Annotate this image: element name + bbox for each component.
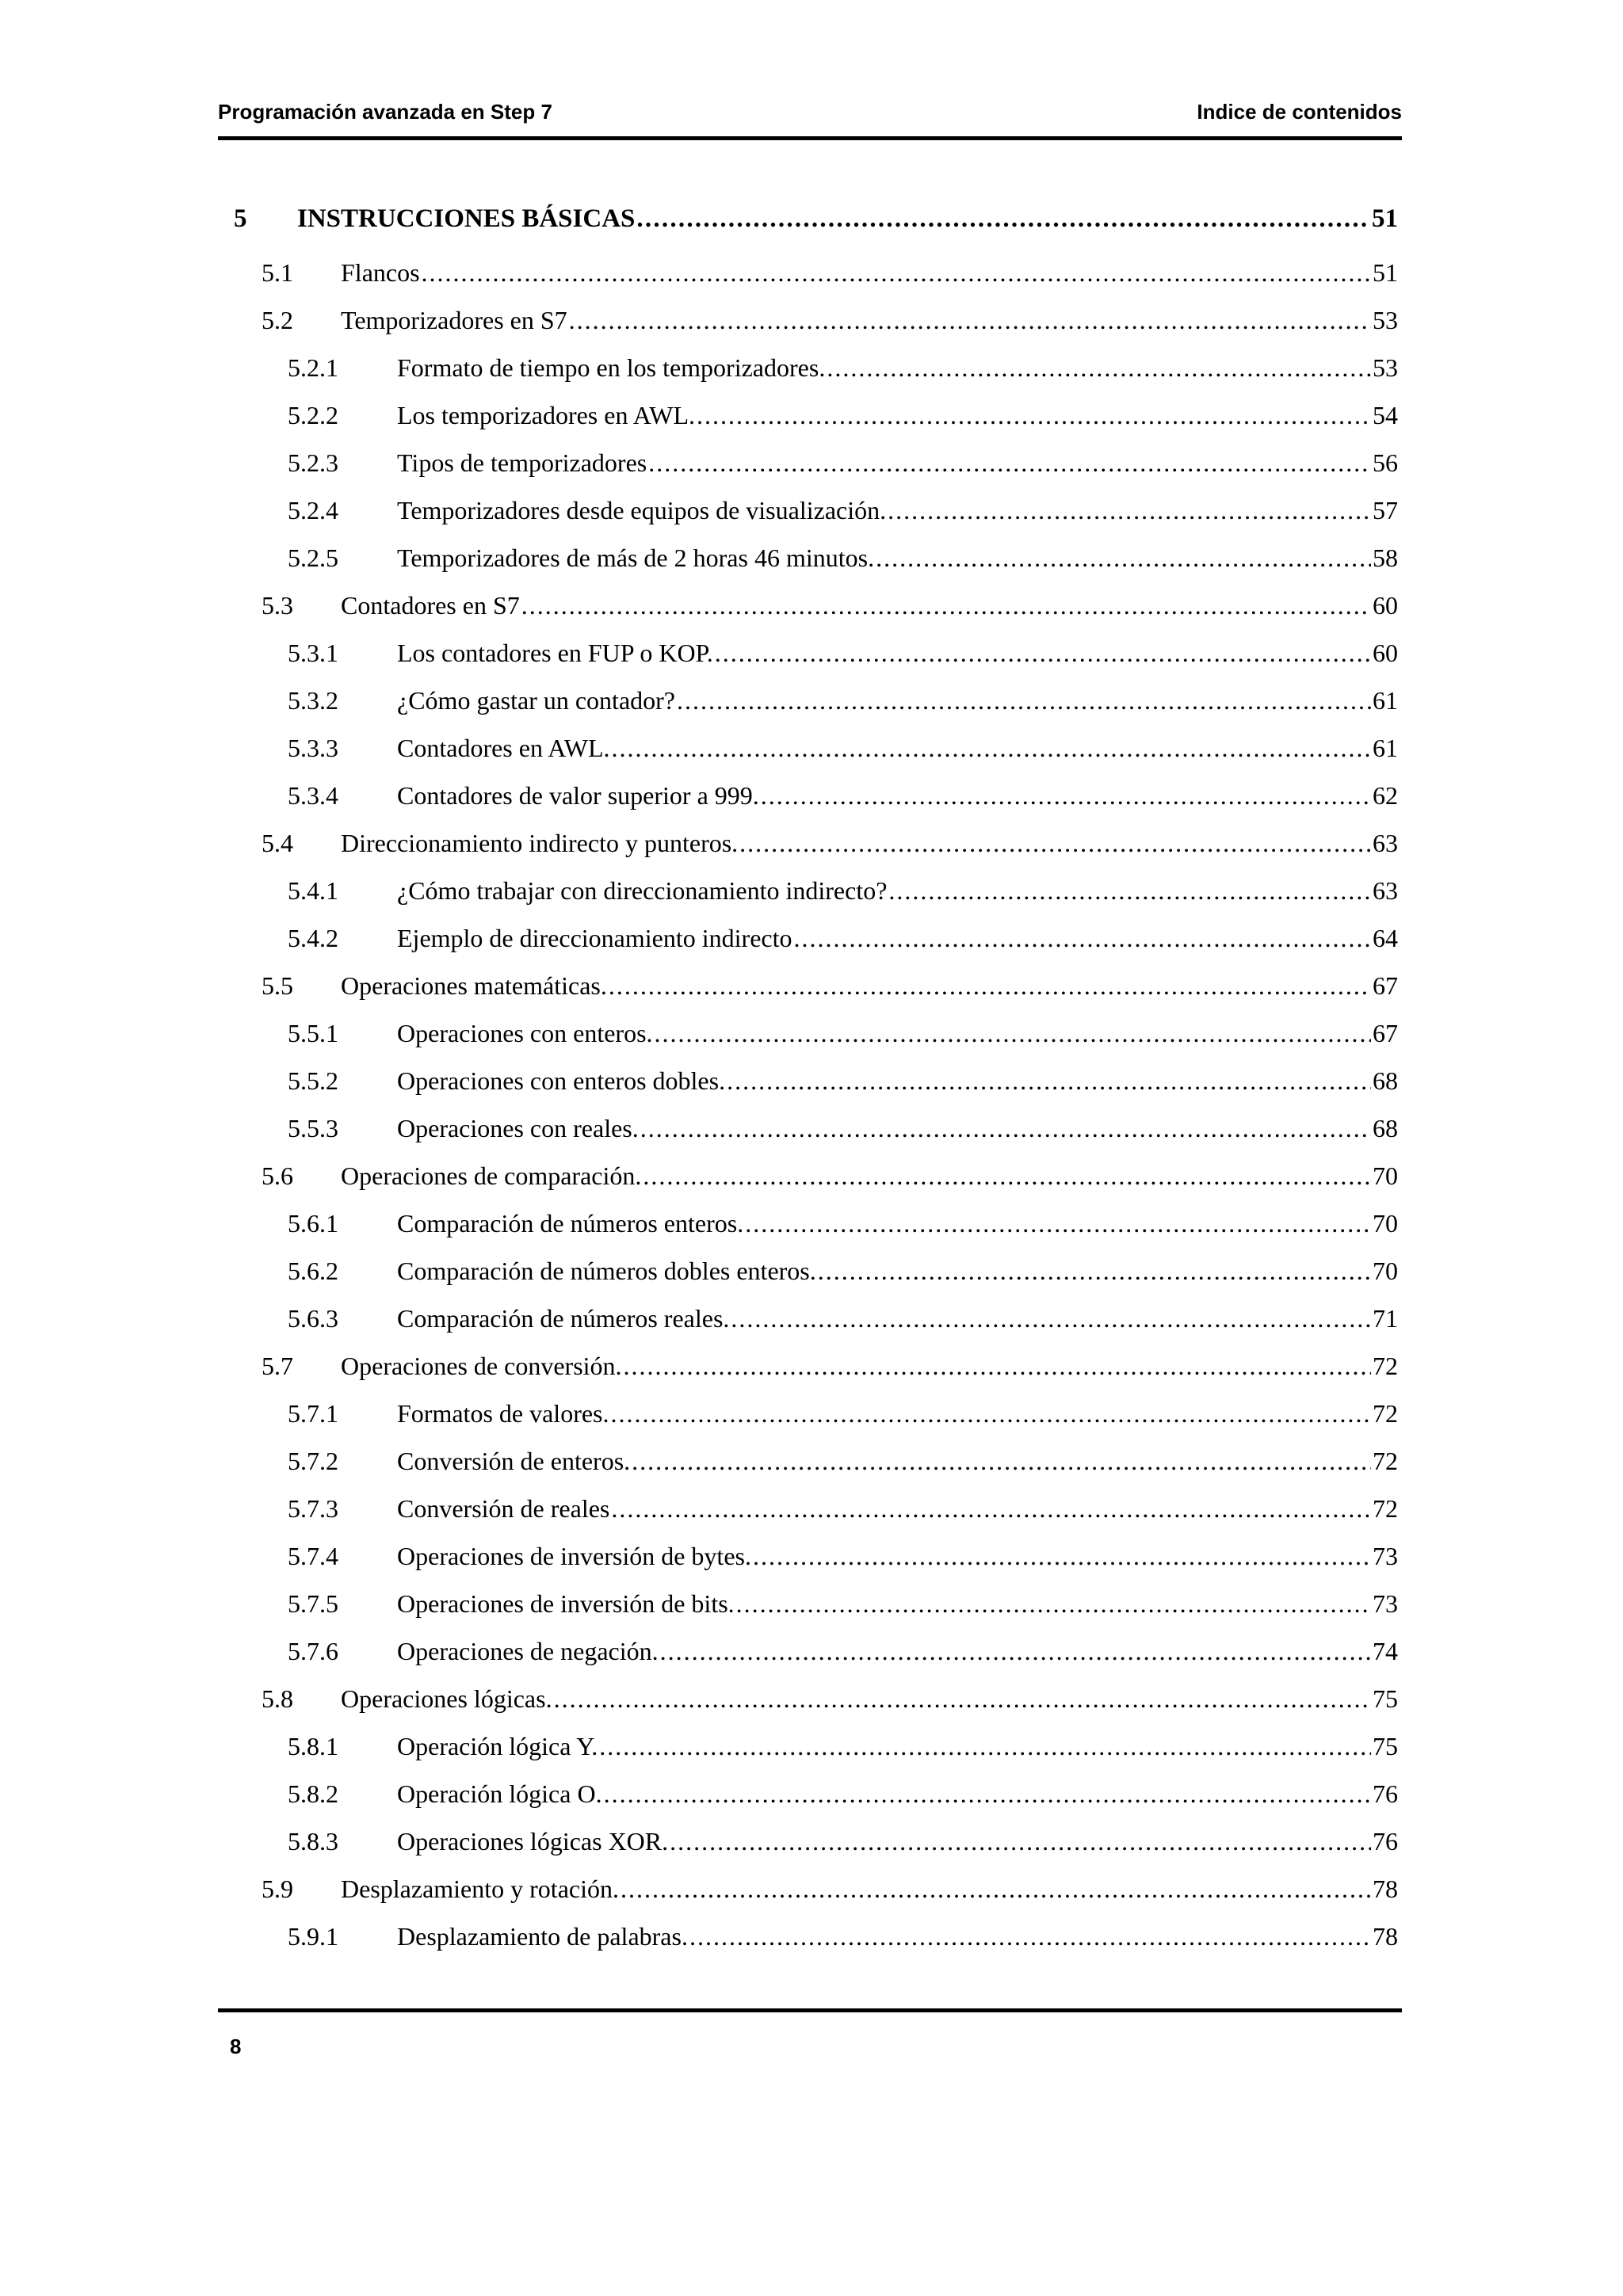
toc-entry-title: Flancos [341, 258, 420, 287]
toc-entry-number: 5.2.2 [288, 401, 338, 429]
toc-entry-number: 5.9 [262, 1875, 293, 1903]
toc-entry-page: 64 [1373, 924, 1398, 952]
toc-entry-title: Los temporizadores en AWL. [397, 401, 695, 429]
toc-entry-number: 5 [234, 204, 247, 233]
toc-entry-page: 78 [1373, 1875, 1398, 1903]
toc-entry-page: 58 [1373, 543, 1398, 572]
toc-entry-page: 73 [1373, 1589, 1398, 1618]
toc-entry-number: 5.1 [262, 258, 293, 287]
toc-dot-leader [689, 1913, 1371, 1960]
toc-entry-number: 5.7.3 [288, 1494, 338, 1523]
toc-dot-leader [888, 486, 1371, 534]
toc-entry-title: Formato de tiempo en los temporizadores. [397, 353, 826, 382]
toc-entry[interactable] [230, 1532, 1398, 1580]
toc-entry[interactable] [230, 582, 1398, 629]
toc-entry-number: 5.7.5 [288, 1589, 338, 1618]
toc-entry-title: ¿Cómo gastar un contador? [397, 686, 675, 715]
page-number: 8 [230, 2035, 242, 2058]
toc-entry-title: Operaciones de negación. [397, 1637, 659, 1665]
toc-dot-leader [731, 1295, 1371, 1342]
toc-entry-page: 60 [1373, 591, 1398, 620]
toc-entry-page: 74 [1373, 1637, 1398, 1665]
toc-dot-leader [611, 1390, 1372, 1437]
toc-entry-title: Operaciones lógicas XOR. [397, 1827, 669, 1855]
toc-entry-page: 68 [1373, 1066, 1398, 1095]
toc-entry-number: 5.3.1 [288, 639, 338, 667]
toc-entry[interactable] [230, 677, 1398, 724]
toc-entry[interactable] [230, 1770, 1398, 1817]
toc-entry[interactable] [230, 962, 1398, 1009]
toc-entry[interactable] [230, 867, 1398, 914]
toc-entry[interactable] [230, 1009, 1398, 1057]
toc-entry-title: Operaciones con reales. [397, 1114, 639, 1142]
toc-dot-leader [655, 1009, 1371, 1057]
toc-entry-number: 5.7.4 [288, 1542, 338, 1570]
toc-dot-leader [648, 439, 1371, 486]
toc-entry-page: 57 [1373, 496, 1398, 524]
toc-dot-leader [827, 344, 1371, 391]
toc-entry[interactable] [230, 1247, 1398, 1295]
toc-entry-title: Contadores en S7 [341, 591, 520, 620]
toc-entry-title: Los contadores en FUP o KOP. [397, 639, 713, 667]
toc-entry[interactable] [230, 914, 1398, 962]
toc-entry-page: 70 [1373, 1209, 1398, 1238]
toc-entry-page: 73 [1373, 1542, 1398, 1570]
toc-entry[interactable] [230, 1580, 1398, 1627]
toc-dot-leader [636, 189, 1370, 249]
toc-entry-title: Comparación de números reales. [397, 1304, 730, 1333]
toc-dot-leader [670, 1817, 1371, 1865]
toc-entry-title: Conversión de enteros. [397, 1447, 631, 1475]
toc-entry-title: Tipos de temporizadores [397, 448, 647, 477]
toc-entry[interactable] [230, 486, 1398, 534]
toc-entry-page: 63 [1373, 829, 1398, 857]
table-of-contents [230, 189, 1398, 1960]
toc-dot-leader [599, 1722, 1371, 1770]
toc-entry[interactable] [230, 772, 1398, 819]
toc-entry-page: 76 [1373, 1779, 1398, 1808]
toc-entry-page: 61 [1373, 686, 1398, 715]
toc-entry-page: 53 [1373, 353, 1398, 382]
toc-dot-leader [621, 1865, 1371, 1913]
toc-entry-title: Contadores de valor superior a 999. [397, 781, 759, 810]
toc-entry-number: 5.5.3 [288, 1114, 338, 1142]
toc-dot-leader [818, 1247, 1371, 1295]
toc-entry[interactable] [230, 439, 1398, 486]
toc-entry-title: Temporizadores desde equipos de visualización. [397, 496, 887, 524]
toc-entry-title: Comparación de números enteros. [397, 1209, 744, 1238]
toc-entry[interactable] [230, 1437, 1398, 1485]
toc-entry-number: 5.2 [262, 306, 293, 334]
toc-dot-leader [736, 1580, 1371, 1627]
toc-entry[interactable] [230, 1057, 1398, 1104]
toc-entry-title: Operaciones de inversión de bits. [397, 1589, 735, 1618]
page-footer [230, 2035, 241, 2059]
toc-entry-title: Desplazamiento y rotación. [341, 1875, 619, 1903]
footer-rule [218, 2008, 1402, 2012]
toc-entry-number: 5.2.1 [288, 353, 338, 382]
toc-entry-number: 5.8.1 [288, 1732, 338, 1760]
toc-entry-number: 5.5.1 [288, 1019, 338, 1047]
toc-dot-leader [727, 1057, 1371, 1104]
toc-entry-number: 5.6 [262, 1161, 293, 1190]
toc-entry[interactable] [230, 1295, 1398, 1342]
toc-dot-leader [876, 534, 1371, 582]
toc-entry[interactable] [230, 1913, 1398, 1960]
toc-entry-number: 5.7.1 [288, 1399, 338, 1428]
toc-entry-page: 51 [1372, 204, 1398, 233]
toc-entry-page: 76 [1373, 1827, 1398, 1855]
toc-dot-leader [521, 582, 1371, 629]
toc-entry-title: ¿Cómo trabajar con direccionamiento indirecto? [397, 876, 888, 905]
toc-entry[interactable] [230, 296, 1398, 344]
toc-entry[interactable] [230, 534, 1398, 582]
toc-entry-number: 5.6.2 [288, 1257, 338, 1285]
toc-entry-title: Comparación de números dobles enteros. [397, 1257, 816, 1285]
toc-entry[interactable] [230, 1627, 1398, 1675]
toc-entry-page: 63 [1373, 876, 1398, 905]
toc-dot-leader [793, 914, 1371, 962]
toc-dot-leader [745, 1199, 1371, 1247]
page-header [218, 100, 1402, 124]
toc-entry-number: 5.5.2 [288, 1066, 338, 1095]
toc-entry[interactable] [230, 1152, 1398, 1199]
section-title: Indice de contenidos [1197, 100, 1402, 124]
toc-entry[interactable] [230, 1390, 1398, 1437]
toc-entry[interactable] [230, 1817, 1398, 1865]
toc-entry-number: 5.8 [262, 1684, 293, 1713]
toc-entry-number: 5.3.2 [288, 686, 338, 715]
toc-entry-page: 60 [1373, 639, 1398, 667]
toc-entry-title: Desplazamiento de palabras. [397, 1922, 688, 1951]
toc-entry[interactable] [230, 629, 1398, 677]
toc-dot-leader [624, 1342, 1371, 1390]
toc-entry-page: 53 [1373, 306, 1398, 334]
toc-dot-leader [677, 677, 1371, 724]
toc-entry[interactable] [230, 724, 1398, 772]
toc-entry-number: 5.9.1 [288, 1922, 338, 1951]
toc-entry-page: 72 [1373, 1447, 1398, 1475]
toc-dot-leader [609, 962, 1371, 1009]
toc-entry-page: 70 [1373, 1257, 1398, 1285]
toc-entry-number: 5.5 [262, 971, 293, 1000]
document-title: Programación avanzada en Step 7 [218, 100, 552, 124]
toc-entry-page: 75 [1373, 1684, 1398, 1713]
toc-entry-page: 72 [1373, 1352, 1398, 1380]
toc-entry[interactable] [230, 1865, 1398, 1913]
toc-dot-leader [753, 1532, 1371, 1580]
toc-entry-number: 5.3.4 [288, 781, 338, 810]
toc-entry-title: Formatos de valores. [397, 1399, 609, 1428]
toc-entry-page: 56 [1373, 448, 1398, 477]
toc-dot-leader [569, 296, 1371, 344]
toc-dot-leader [715, 629, 1371, 677]
toc-dot-leader [554, 1675, 1371, 1722]
toc-entry-page: 67 [1373, 1019, 1398, 1047]
toc-dot-leader [697, 391, 1371, 439]
toc-entry-title: Operaciones matemáticas. [341, 971, 607, 1000]
toc-entry-number: 5.7 [262, 1352, 293, 1380]
toc-entry-number: 5.4.2 [288, 924, 338, 952]
toc-entry-number: 5.7.2 [288, 1447, 338, 1475]
toc-entry-title: Operaciones de conversión. [341, 1352, 622, 1380]
toc-entry-page: 62 [1373, 781, 1398, 810]
toc-entry[interactable] [230, 1485, 1398, 1532]
toc-entry-page: 61 [1373, 734, 1398, 762]
toc-entry-title: Operaciones con enteros. [397, 1019, 653, 1047]
toc-entry-number: 5.8.2 [288, 1779, 338, 1808]
toc-dot-leader [660, 1627, 1371, 1675]
toc-entry[interactable] [230, 819, 1398, 867]
toc-dot-leader [611, 724, 1371, 772]
toc-entry-title: Ejemplo de direccionamiento indirecto [397, 924, 792, 952]
toc-entry-page: 78 [1373, 1922, 1398, 1951]
toc-entry-title: Temporizadores de más de 2 horas 46 minutos. [397, 543, 875, 572]
toc-entry[interactable] [230, 249, 1398, 296]
toc-entry-title: INSTRUCCIONES BÁSICAS [297, 204, 636, 233]
toc-entry-title: Temporizadores en S7 [341, 306, 567, 334]
toc-entry-number: 5.3 [262, 591, 293, 620]
toc-dot-leader [888, 867, 1371, 914]
toc-entry-title: Operación lógica O. [397, 1779, 602, 1808]
toc-entry-title: Operación lógica Y. [397, 1732, 598, 1760]
toc-entry-number: 5.8.3 [288, 1827, 338, 1855]
toc-entry-number: 5.6.3 [288, 1304, 338, 1333]
toc-entry[interactable] [230, 1104, 1398, 1152]
toc-entry[interactable] [230, 1342, 1398, 1390]
toc-entry[interactable] [230, 344, 1398, 391]
toc-entry-page: 70 [1373, 1161, 1398, 1190]
toc-entry-page: 68 [1373, 1114, 1398, 1142]
toc-entry-title: Operaciones lógicas. [341, 1684, 552, 1713]
toc-entry-title: Direccionamiento indirecto y punteros. [341, 829, 739, 857]
toc-entry-number: 5.4.1 [288, 876, 338, 905]
toc-entry-page: 71 [1373, 1304, 1398, 1333]
toc-entry-title: Conversión de reales [397, 1494, 610, 1523]
toc-entry-number: 5.3.3 [288, 734, 338, 762]
toc-entry-page: 75 [1373, 1732, 1398, 1760]
toc-dot-leader [632, 1437, 1371, 1485]
toc-dot-leader [611, 1485, 1371, 1532]
toc-entry-title: Operaciones con enteros dobles. [397, 1066, 726, 1095]
toc-dot-leader [604, 1770, 1371, 1817]
toc-entry-page: 51 [1373, 258, 1398, 287]
toc-dot-leader [739, 819, 1371, 867]
toc-entry[interactable] [230, 1722, 1398, 1770]
toc-dot-leader [422, 249, 1371, 296]
toc-entry-page: 67 [1373, 971, 1398, 1000]
toc-entry-number: 5.2.4 [288, 496, 338, 524]
toc-entry-number: 5.4 [262, 829, 293, 857]
toc-dot-leader [643, 1152, 1371, 1199]
toc-entry-page: 72 [1373, 1494, 1398, 1523]
toc-entry-number: 5.6.1 [288, 1209, 338, 1238]
toc-entry-title: Operaciones de comparación. [341, 1161, 642, 1190]
toc-dot-leader [761, 772, 1371, 819]
toc-entry-title: Operaciones de inversión de bytes. [397, 1542, 751, 1570]
toc-entry[interactable] [230, 1199, 1398, 1247]
toc-entry-number: 5.2.3 [288, 448, 338, 477]
toc-entry-title: Contadores en AWL. [397, 734, 610, 762]
toc-entry-page: 72 [1373, 1399, 1398, 1428]
toc-chapter-entry[interactable] [230, 189, 1398, 249]
header-rule [218, 136, 1402, 140]
toc-entry-page: 54 [1373, 401, 1398, 429]
toc-dot-leader [640, 1104, 1371, 1152]
toc-entry[interactable] [230, 391, 1398, 439]
toc-entry[interactable] [230, 1675, 1398, 1722]
toc-entry-number: 5.7.6 [288, 1637, 338, 1665]
toc-entry-number: 5.2.5 [288, 543, 338, 572]
